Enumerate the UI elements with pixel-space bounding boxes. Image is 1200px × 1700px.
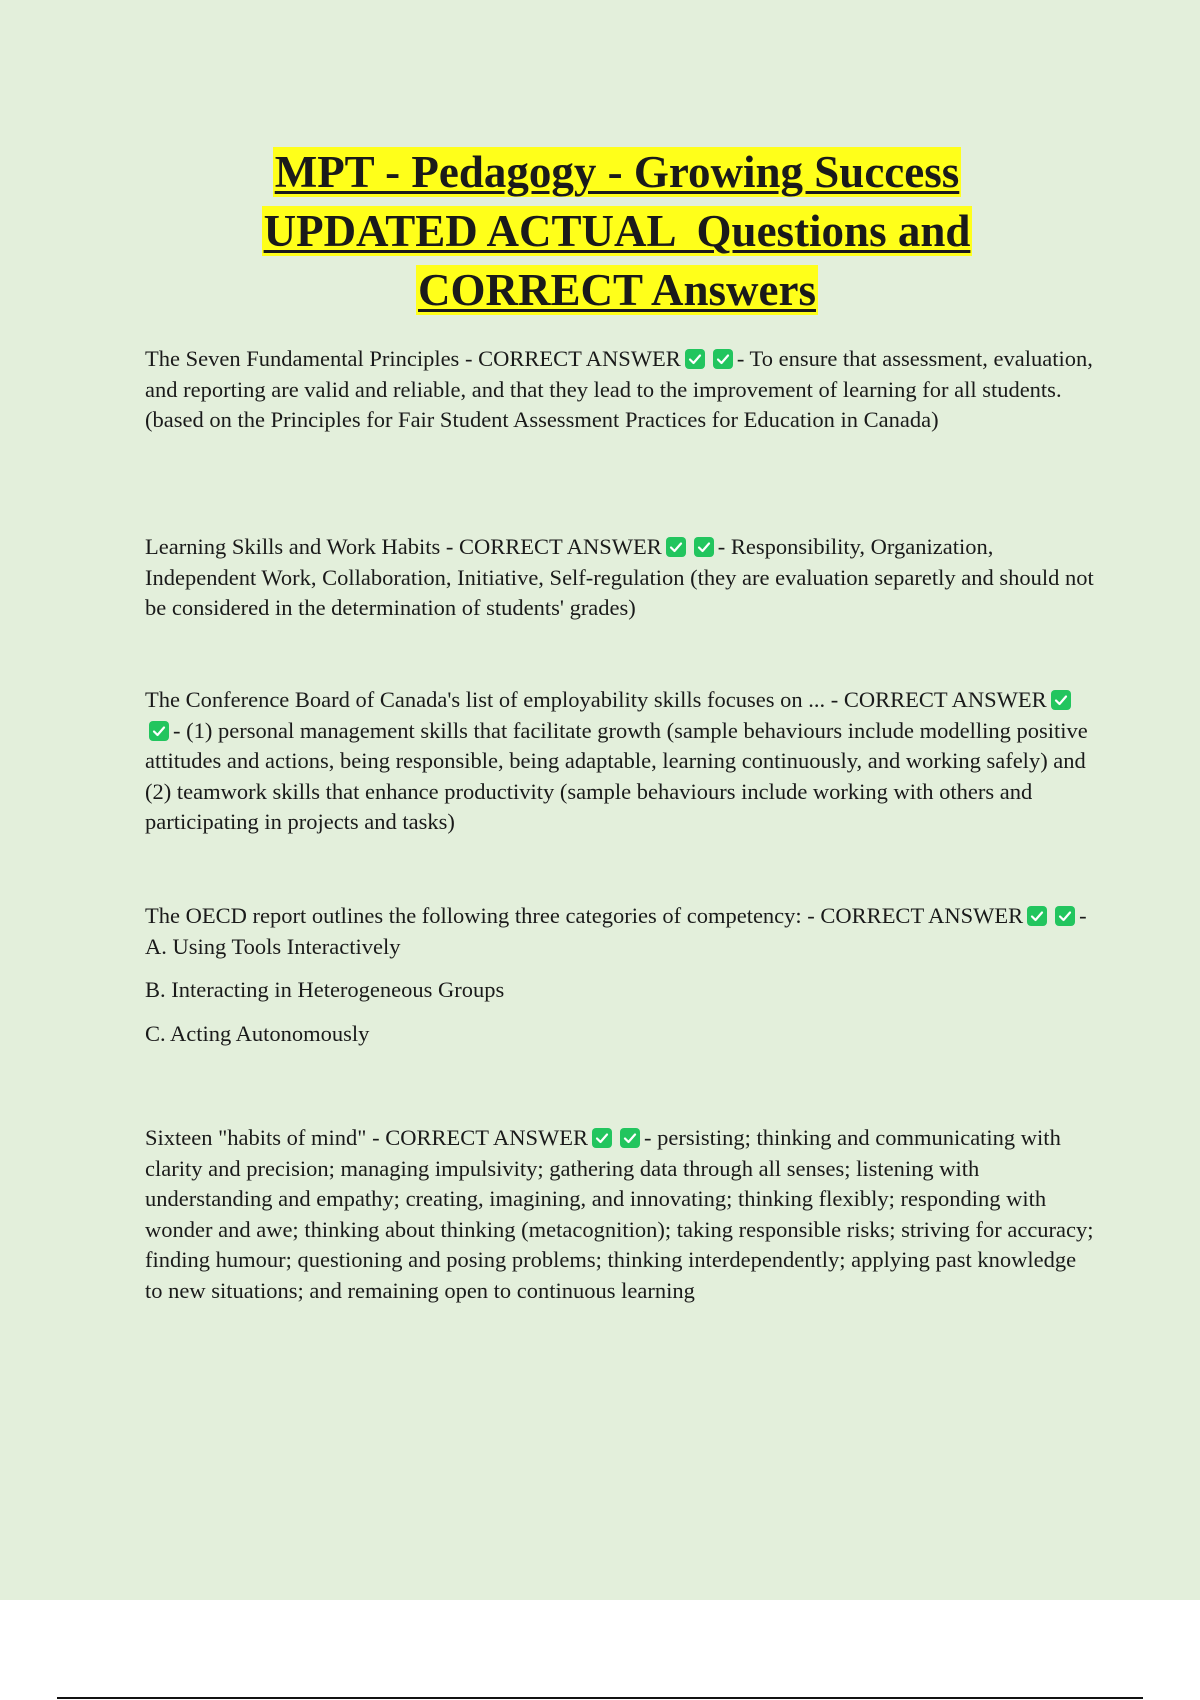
answer-marker: CORRECT ANSWER [478,346,681,371]
qa-item [145,685,1095,901]
check-box-icon [1051,690,1071,710]
check-box-icon [713,349,733,369]
check-box-icon [592,1128,612,1148]
title-line-1: MPT - Pedagogy - Growing Success [274,147,960,197]
check-box-icon [685,349,705,369]
qa-item [145,344,1095,532]
check-box-icon [620,1128,640,1148]
answer-text: persisting; thinking and communicating with clarity and precision; managing impulsivity; gathering data through all senses; listening with understanding and empathy; creating, imagining, and innovating; thinking flexibly; responding with wonder and awe; thinking about thinking (metacognition); taking responsible risks; striving for accuracy; finding humour; questioning and posing problems; thinking interdependently; applying past knowledge to new situations; and remaining open to continuous learning [145,1125,1094,1303]
question-text: Sixteen "habits of mind" [145,1125,367,1150]
qa-paragraph: The Seven Fundamental Principles - CORRECT ANSWER - To ensure that assessment, evaluation, and reporting are valid and reliable, and that they lead to the improvement of learning for all students. (based on the Principles for Fair Student Assessment Practices for Education in Canada) [145,346,1093,432]
answer-marker: CORRECT ANSWER [820,903,1024,928]
qa-paragraph: Learning Skills and Work Habits - CORRECT ANSWER - Responsibility, Organization, Independent Work, Collaboration, Initiative, Self-regulation (they are evaluation separetly and should not be considered in the determination of students' grades) [145,534,1094,620]
answer-text: (1) personal management skills that facilitate growth (sample behaviours include modelling positive attitudes and actions, being responsible, being adaptable, learning continuously, and working safely) and (2) teamwork skills that enhance productivity (sample behaviours include working with others and participating in projects and tasks) [145,717,1088,834]
answer-text: A. Using Tools Interactively [145,933,401,959]
qa-paragraph: The OECD report outlines the following three categories of competency: - CORRECT ANSWER - A. Using Tools Interactively [145,903,1087,959]
title-line-3: CORRECT Answers [418,265,816,315]
answer-marker: CORRECT ANSWER [459,534,662,559]
qa-item [145,1123,1095,1306]
qa-paragraph: The Conference Board of Canada's list of employability skills focuses on ... - CORRECT ANSWER - (1) personal management skills that facilitate growth (sample behaviours include modelling positive attitudes and actions, being responsible, being adaptable, learning continuously, and working safely) and (2) teamwork skills that enhance productivity (sample behaviours include working with others and participating in projects and tasks) [145,687,1088,834]
check-box-icon [149,721,169,741]
qa-item [145,901,1095,1123]
check-box-icon [694,537,714,557]
question-text: Learning Skills and Work Habits [145,534,441,559]
qa-item [145,532,1095,685]
question-text: The OECD report outlines the following three categories of competency: [145,903,802,928]
answer-extra-line: C. Acting Autonomously [145,1020,370,1046]
qa-list [145,344,1095,1306]
footer-divider [57,1697,1143,1699]
answer-extra-line: B. Interacting in Heterogeneous Groups [145,977,505,1002]
document-title [100,143,1134,320]
answer-marker: CORRECT ANSWER [843,687,1047,712]
qa-paragraph: Sixteen "habits of mind" - CORRECT ANSWER - persisting; thinking and communicating with clarity and precision; managing impulsivity; gathering data through all senses; listening with understanding and empathy; creating, imagining, and innovating; thinking flexibly; responding with wonder and awe; thinking about thinking (metacognition); taking responsible risks; striving for accuracy; finding humour; questioning and posing problems; thinking interdependently; applying past knowledge to new situations; and remaining open to continuous learning [145,1125,1094,1303]
check-box-icon [1027,906,1047,926]
title-line-2: UPDATED ACTUAL Questions and [263,206,971,256]
question-text: The Seven Fundamental Principles [145,346,460,371]
answer-text: Responsibility, Organization, Independent Work, Collaboration, Initiative, Self-regulation (they are evaluation separetly and should not be considered in the determination of students' grades) [145,534,1094,620]
question-text: The Conference Board of Canada's list of employability skills focuses on ... [145,687,826,712]
check-box-icon [1055,906,1075,926]
answer-text: To ensure that assessment, evaluation, and reporting are valid and reliable, and that they lead to the improvement of learning for all students. (based on the Principles for Fair Student Assessment Practices for Education in Canada) [145,346,1093,432]
check-box-icon [666,537,686,557]
answer-marker: CORRECT ANSWER [385,1125,588,1150]
